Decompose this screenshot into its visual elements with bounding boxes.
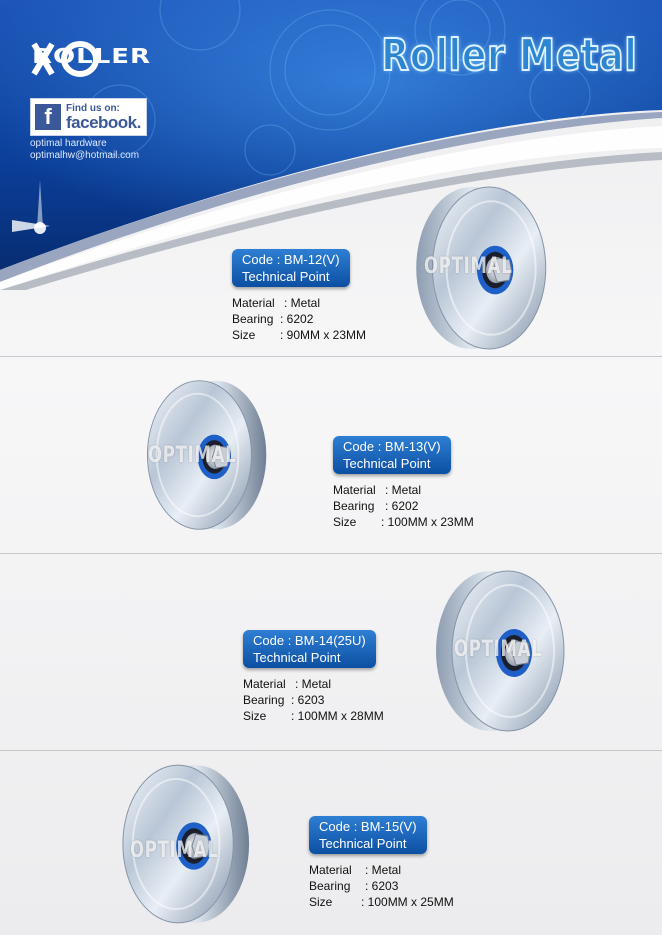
- product-subtitle: Technical Point: [242, 269, 330, 284]
- spec-list: [309, 862, 454, 910]
- product-code: Code : BM-13(V): [343, 439, 441, 454]
- size-value: : 100MM x 25MM: [361, 895, 454, 909]
- code-badge: [243, 630, 376, 668]
- material-label: Material: [333, 483, 376, 497]
- facebook-badge[interactable]: [30, 98, 147, 136]
- bearing-label: Bearing: [243, 693, 285, 707]
- facebook-find-label: Find us on:: [66, 102, 120, 114]
- bearing-value: : 6203: [365, 879, 399, 893]
- material-value: : Metal: [365, 863, 402, 877]
- facebook-name: facebook.: [66, 112, 141, 132]
- size-value: : 100MM x 28MM: [291, 709, 384, 723]
- product-subtitle: Technical Point: [319, 836, 407, 851]
- optimal-watermark: OPTIMAL: [130, 838, 219, 863]
- product-code: Code : BM-12(V): [242, 252, 340, 267]
- product-info-bm-13: [333, 436, 474, 530]
- size-value: : 90MM x 23MM: [280, 328, 367, 342]
- size-value: : 100MM x 23MM: [381, 515, 474, 529]
- product-info-bm-14: [243, 630, 384, 724]
- bearing-label: Bearing: [232, 312, 274, 326]
- brand-name: ROLLER: [32, 44, 152, 69]
- product-code: Code : BM-14(25U): [253, 633, 366, 648]
- code-badge: [333, 436, 451, 474]
- spec-list: [232, 295, 366, 343]
- header-banner: [0, 0, 662, 290]
- optimal-watermark: OPTIMAL: [424, 254, 513, 279]
- page-title: Roller Metal: [381, 30, 638, 81]
- material-label: Material: [232, 296, 275, 310]
- product-subtitle: Technical Point: [343, 456, 431, 471]
- company-name: optimal hardware: [30, 138, 107, 149]
- code-badge: [309, 816, 427, 854]
- size-label: Size: [309, 895, 333, 909]
- product-info-bm-12: [232, 249, 366, 343]
- facebook-icon: f: [35, 104, 61, 130]
- material-label: Material: [243, 677, 286, 691]
- bearing-value: : 6202: [280, 312, 314, 326]
- optimal-watermark: OPTIMAL: [454, 637, 543, 662]
- material-label: Material: [309, 863, 352, 877]
- bearing-value: : 6202: [385, 499, 419, 513]
- size-label: Size: [232, 328, 256, 342]
- section-divider: [0, 356, 662, 357]
- material-value: : Metal: [295, 677, 332, 691]
- bearing-label: Bearing: [333, 499, 375, 513]
- size-label: Size: [243, 709, 267, 723]
- brand-logo: [30, 40, 151, 68]
- product-code: Code : BM-15(V): [319, 819, 417, 834]
- spec-list: [333, 482, 474, 530]
- section-divider: [0, 553, 662, 554]
- product-info-bm-15: [309, 816, 454, 910]
- spec-list: [243, 676, 384, 724]
- size-label: Size: [333, 515, 357, 529]
- product-subtitle: Technical Point: [253, 650, 341, 665]
- material-value: : Metal: [385, 483, 422, 497]
- code-badge: [232, 249, 350, 287]
- bearing-value: : 6203: [291, 693, 325, 707]
- contact-info: [30, 138, 139, 162]
- contact-email[interactable]: optimalhw@hotmail.com: [30, 150, 140, 161]
- bearing-label: Bearing: [309, 879, 351, 893]
- optimal-watermark: OPTIMAL: [148, 443, 237, 468]
- section-divider: [0, 750, 662, 751]
- material-value: : Metal: [284, 296, 321, 310]
